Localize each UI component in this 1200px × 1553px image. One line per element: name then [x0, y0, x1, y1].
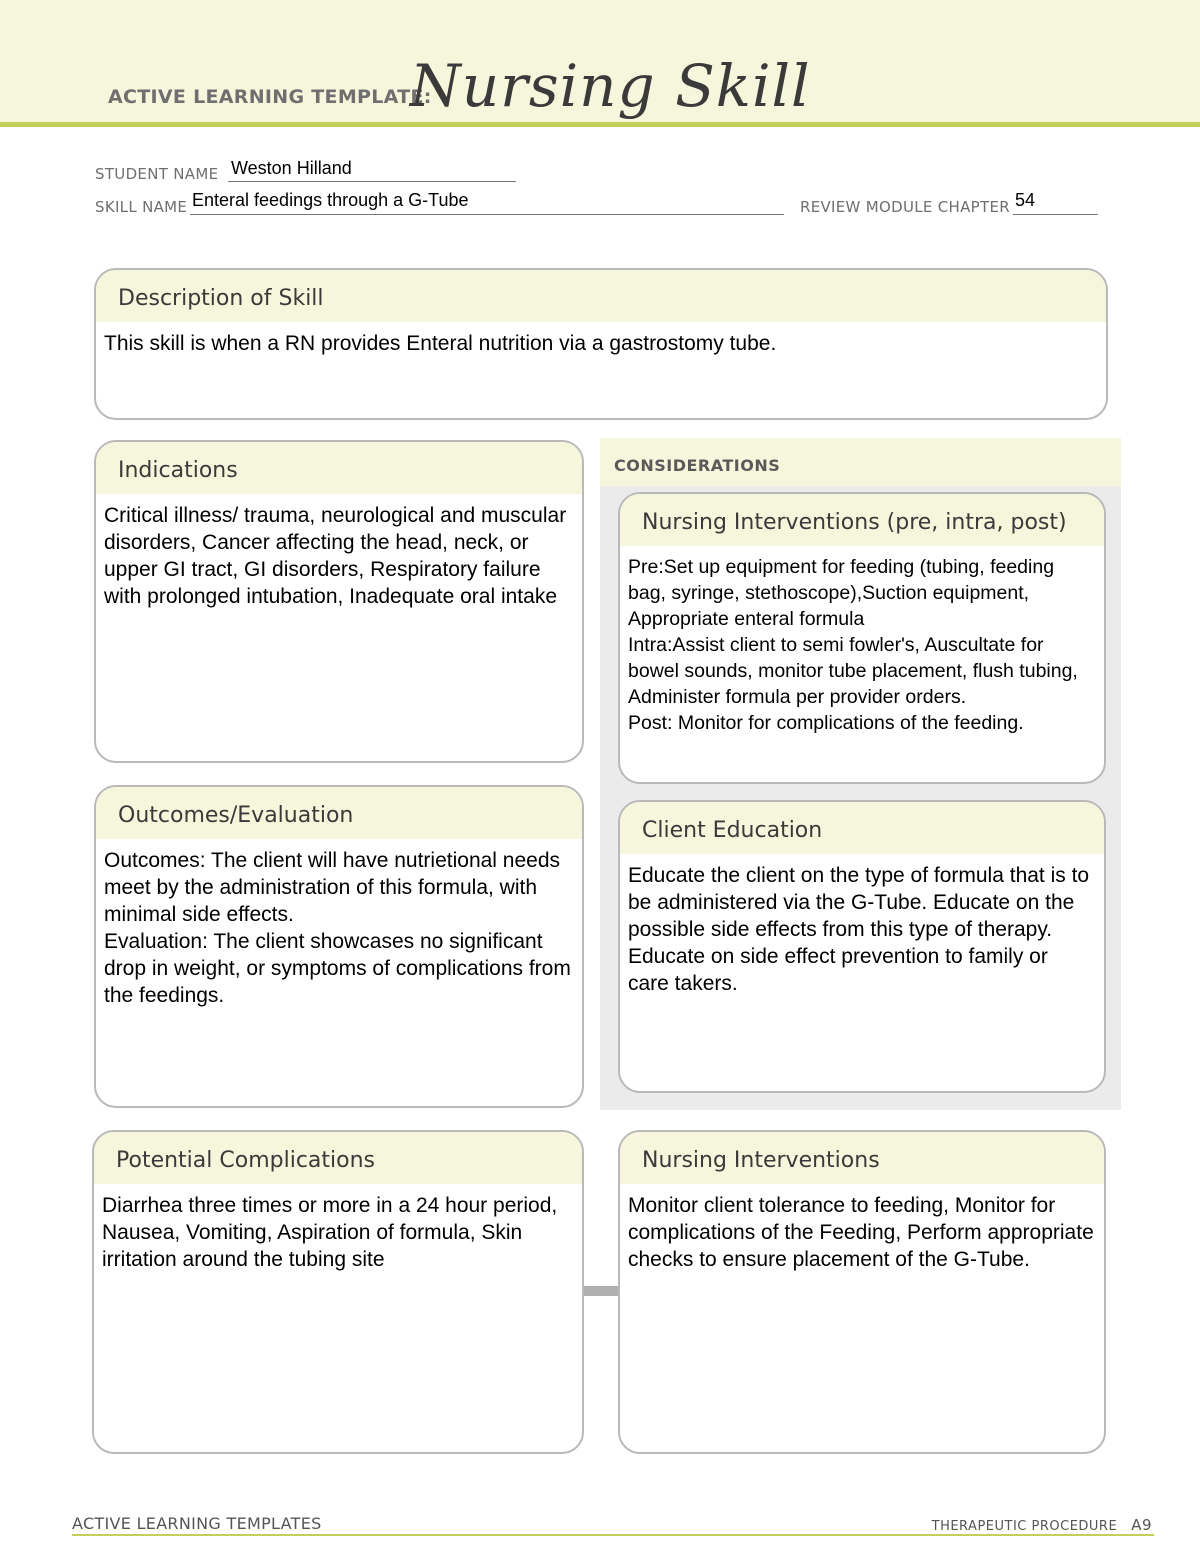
skill-name-line	[190, 214, 784, 215]
indications-text[interactable]: Critical illness/ trauma, neurological and muscular disorders, Cancer affecting the head, neck, or upper GI tract, GI disorders, Respiratory failure with prolonged intubation, Inadequate oral intake	[104, 504, 567, 608]
description-heading: Description of Skill	[96, 270, 1106, 322]
outcomes-heading: Outcomes/Evaluation	[96, 787, 582, 839]
template-label: ACTIVE LEARNING TEMPLATE:	[108, 86, 432, 108]
page-title: Nursing Skill	[410, 52, 811, 120]
description-box	[94, 268, 1108, 420]
skill-name-label: SKILL NAME	[95, 198, 188, 216]
outcomes-box	[94, 785, 584, 1108]
complications-heading: Potential Complications	[94, 1132, 582, 1184]
nursing-interventions-text[interactable]: Monitor client tolerance to feeding, Monitor for complications of the Feeding, Perform appropriate checks to ensure placement of the G-Tube.	[628, 1194, 1094, 1271]
student-name-label: STUDENT NAME	[95, 165, 219, 183]
complications-box	[92, 1130, 584, 1454]
footer-rule	[72, 1534, 1154, 1536]
page-number: A9	[1131, 1516, 1152, 1534]
complications-text[interactable]: Diarrhea three times or more in a 24 hour period, Nausea, Vomiting, Aspiration of formula, Skin irritation around the tubing site	[102, 1194, 558, 1271]
nursing-interventions-pre-intra-post-text[interactable]: Pre:Set up equipment for feeding (tubing, feeding bag, syringe, stethoscope),Suction equipment, Appropriate enteral formula Intra:Assist client to semi fowler's, Auscultate for bowel sounds, monitor tube placement, flush tubing, Administer formula per provider orders. Post: Monitor for complications of the feeding.	[628, 556, 1078, 734]
review-module-value[interactable]: 54	[1015, 190, 1036, 210]
client-education-text[interactable]: Educate the client on the type of formula that is to be administered via the G-Tube. Educate on the possible side effects from this type of therapy. Educate on side effect prevention to family or care takers.	[628, 864, 1090, 995]
student-name-line	[228, 181, 516, 182]
footer-left: ACTIVE LEARNING TEMPLATES	[72, 1514, 322, 1533]
nursing-interventions-heading: Nursing Interventions	[620, 1132, 1104, 1184]
skill-name-value[interactable]: Enteral feedings through a G-Tube	[192, 190, 469, 210]
nursing-interventions-pre-intra-post-box	[618, 492, 1106, 784]
box-connector	[580, 1286, 620, 1296]
nursing-interventions-pre-intra-post-heading: Nursing Interventions (pre, intra, post)	[620, 494, 1104, 546]
review-module-line	[1013, 214, 1098, 215]
footer-right	[932, 1516, 1152, 1534]
review-module-label: REVIEW MODULE CHAPTER	[800, 198, 1010, 216]
indications-heading: Indications	[96, 442, 582, 494]
nursing-interventions-box	[618, 1130, 1106, 1454]
indications-box	[94, 440, 584, 763]
outcomes-text[interactable]: Outcomes: The client will have nutrietional needs meet by the administration of this formula, with minimal side effects. Evaluation: The client showcases no significant drop in weight, or symptoms of complications from the feedings.	[104, 849, 571, 1007]
client-education-box	[618, 800, 1106, 1093]
client-education-heading: Client Education	[620, 802, 1104, 854]
header-rule	[0, 122, 1200, 127]
considerations-label: CONSIDERATIONS	[614, 456, 781, 475]
student-name-value[interactable]: Weston Hilland	[231, 158, 352, 178]
description-text[interactable]: This skill is when a RN provides Enteral nutrition via a gastrostomy tube.	[104, 332, 777, 355]
footer-section: THERAPEUTIC PROCEDURE	[931, 1519, 1118, 1534]
